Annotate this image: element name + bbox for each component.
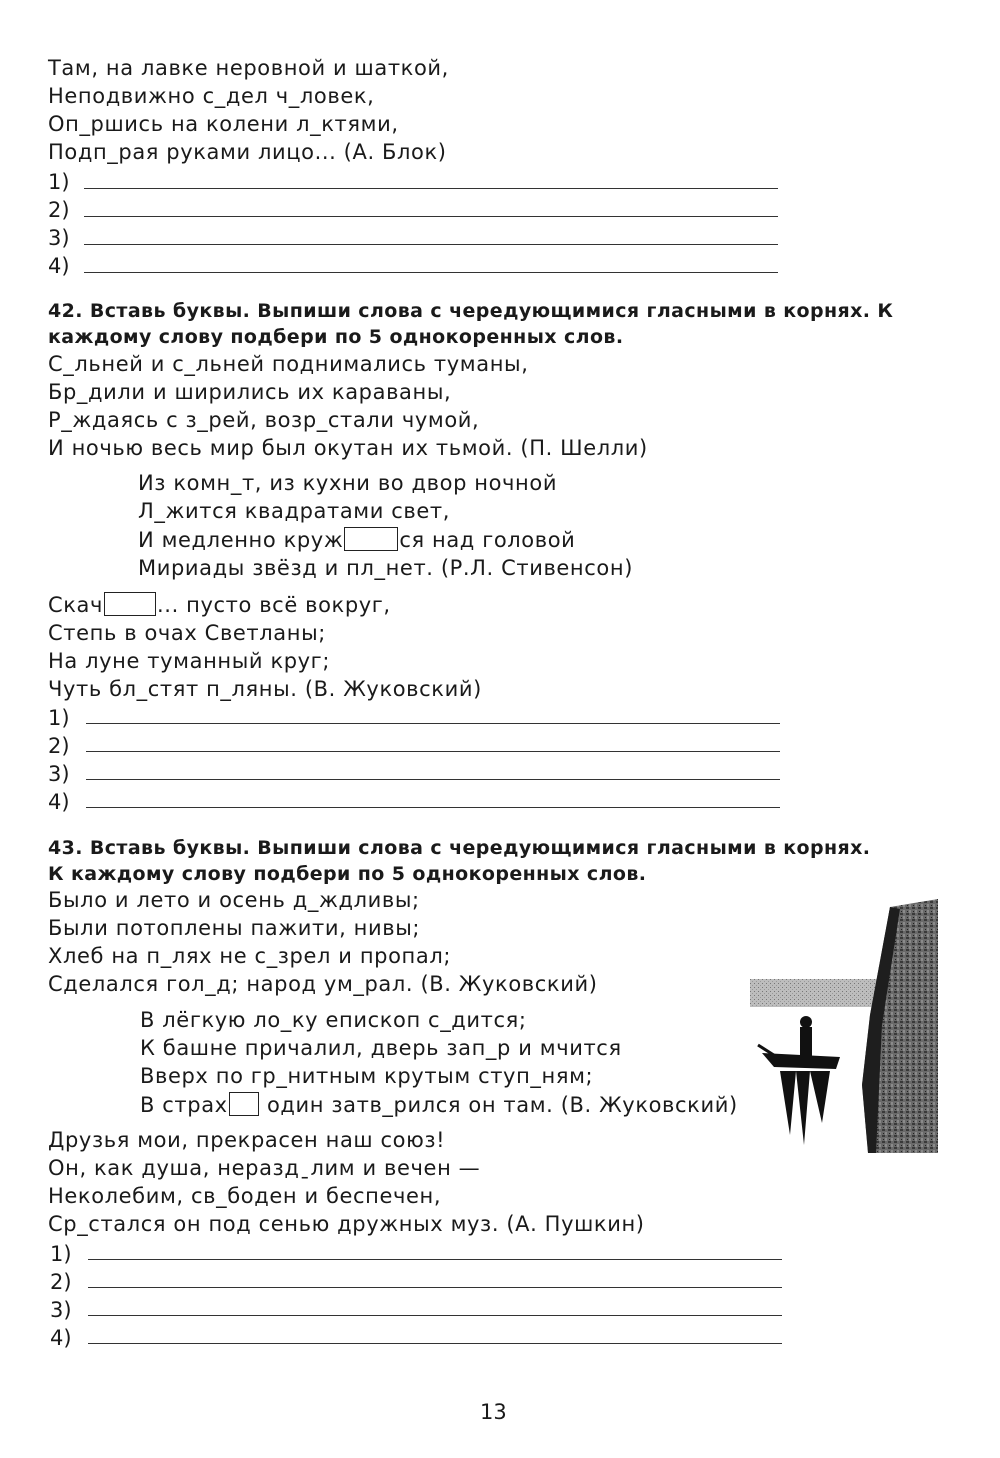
task43-title-line-2: К каждому слову подбери по 5 однокоренных слов. (48, 863, 647, 885)
top-answer-line-3[interactable] (84, 244, 778, 245)
task43-poem1-line-3: Хлеб на п_лях не с_зрел и пропал; (48, 944, 452, 968)
task42-poem2-line-4: Мириады звёзд и пл_нет. (Р.Л. Стивенсон) (138, 556, 633, 580)
task42-title-line-1: 42. Вставь буквы. Выпиши слова с чередующимися гласными в корнях. К (48, 300, 894, 322)
task43-poem3-line-4: Ср_стался он под сенью дружных муз. (А. Пушкин) (48, 1212, 645, 1236)
bishop-figure (800, 1027, 812, 1057)
task42-poem1-line-3: Р_ждаясь с з_рей, возр_стали чумой, (48, 408, 480, 432)
task42-answer-line-3[interactable] (86, 779, 780, 780)
task42-poem3-line-1-after: ... пусто всё вокруг, (157, 593, 391, 617)
task43-poem3-line-3: Неколебим, св_боден и беспечен, (48, 1184, 442, 1208)
task43-poem3-line-2: Он, как душа, нераздˍлим и вечен — (48, 1156, 481, 1180)
task43-answer-line-4[interactable] (88, 1343, 782, 1344)
top-poem-line-2: Неподвижно с_дел ч_ловек, (48, 84, 375, 108)
task42-poem1-line-1: С_льней и с_льней поднимались туманы, (48, 352, 529, 376)
top-answer-label-4: 4) (48, 254, 70, 278)
task43-poem1-line-2: Были потоплены пажити, нивы; (48, 916, 421, 940)
task42-answer-label-2: 2) (48, 734, 70, 758)
haze-band (750, 979, 890, 1007)
boat-reflection (780, 1071, 830, 1145)
task43-answer-label-1: 1) (50, 1242, 72, 1266)
task43-poem2-line-4-after: один затв_рился он там. (В. Жуковский) (259, 1093, 738, 1117)
task42-poem1-line-4: И ночью весь мир был окутан их тьмой. (П. Шелли) (48, 436, 648, 460)
task42-poem3-line-1 (48, 592, 391, 617)
task43-poem2-line-1: В лёгкую ло_ку епископ с_дится; (140, 1008, 527, 1032)
task42-fill-box-1[interactable] (344, 527, 398, 551)
task43-answer-line-1[interactable] (88, 1259, 782, 1260)
task42-title-line-2: каждому слову подбери по 5 однокоренных слов. (48, 326, 624, 348)
task42-answer-line-4[interactable] (86, 807, 780, 808)
tower-boat-illustration (750, 895, 938, 1155)
task42-poem3-line-1-before: Скач (48, 593, 104, 617)
task43-poem1-line-1: Было и лето и осень д_ждливы; (48, 888, 420, 912)
top-answer-line-2[interactable] (84, 216, 778, 217)
task42-answer-line-2[interactable] (86, 751, 780, 752)
task42-poem1-line-2: Бр_дили и ширились их караваны, (48, 380, 452, 404)
task43-answer-label-4: 4) (50, 1326, 72, 1350)
top-answer-label-2: 2) (48, 198, 70, 222)
task43-fill-box-1[interactable] (229, 1092, 259, 1116)
task43-answer-label-2: 2) (50, 1270, 72, 1294)
task42-poem2-line-1: Из комн_т, из кухни во двор ночной (138, 471, 558, 495)
task43-poem2-line-3: Вверх по гр_нитным крутым ступ_ням; (140, 1064, 594, 1088)
task43-answer-label-3: 3) (50, 1298, 72, 1322)
task42-poem3-line-2: Степь в очах Светланы; (48, 621, 326, 645)
top-answer-label-3: 3) (48, 226, 70, 250)
task42-poem3-line-4: Чуть бл_стят п_ляны. (В. Жуковский) (48, 677, 482, 701)
top-answer-line-4[interactable] (84, 272, 778, 273)
top-answer-line-1[interactable] (84, 188, 778, 189)
page-number: 13 (480, 1400, 507, 1424)
task43-poem3-line-1: Друзья мои, прекрасен наш союз! (48, 1128, 446, 1152)
top-answer-label-1: 1) (48, 170, 70, 194)
task42-answer-label-3: 3) (48, 762, 70, 786)
task43-answer-line-2[interactable] (88, 1287, 782, 1288)
task42-answer-label-4: 4) (48, 790, 70, 814)
task42-answer-line-1[interactable] (86, 723, 780, 724)
task42-fill-box-2[interactable] (104, 592, 156, 616)
task42-poem3-line-3: На луне туманный круг; (48, 649, 330, 673)
task42-poem2-line-2: Л_жится квадратами свет, (138, 499, 451, 523)
top-poem-line-4: Подп_рая руками лицо... (А. Блок) (48, 140, 447, 164)
task43-poem2-line-4 (140, 1092, 738, 1117)
task43-poem2-line-4-before: В страх (140, 1093, 228, 1117)
task43-poem1-line-4: Сделался гол_д; народ ум_рал. (В. Жуковский) (48, 972, 598, 996)
task42-poem2-line-3 (138, 527, 575, 552)
task42-poem2-line-3-before: И медленно круж (138, 528, 344, 552)
task43-answer-line-3[interactable] (88, 1315, 782, 1316)
top-poem-line-3: Оп_ршись на колени л_ктями, (48, 112, 399, 136)
top-poem-line-1: Там, на лавке неровной и шаткой, (48, 56, 449, 80)
task43-title-line-1: 43. Вставь буквы. Выпиши слова с чередующимися гласными в корнях. (48, 837, 871, 859)
task42-answer-label-1: 1) (48, 706, 70, 730)
task43-poem2-line-2: К башне причалил, дверь зап_р и мчится (140, 1036, 622, 1060)
task42-poem2-line-3-after: ся над головой (399, 528, 576, 552)
